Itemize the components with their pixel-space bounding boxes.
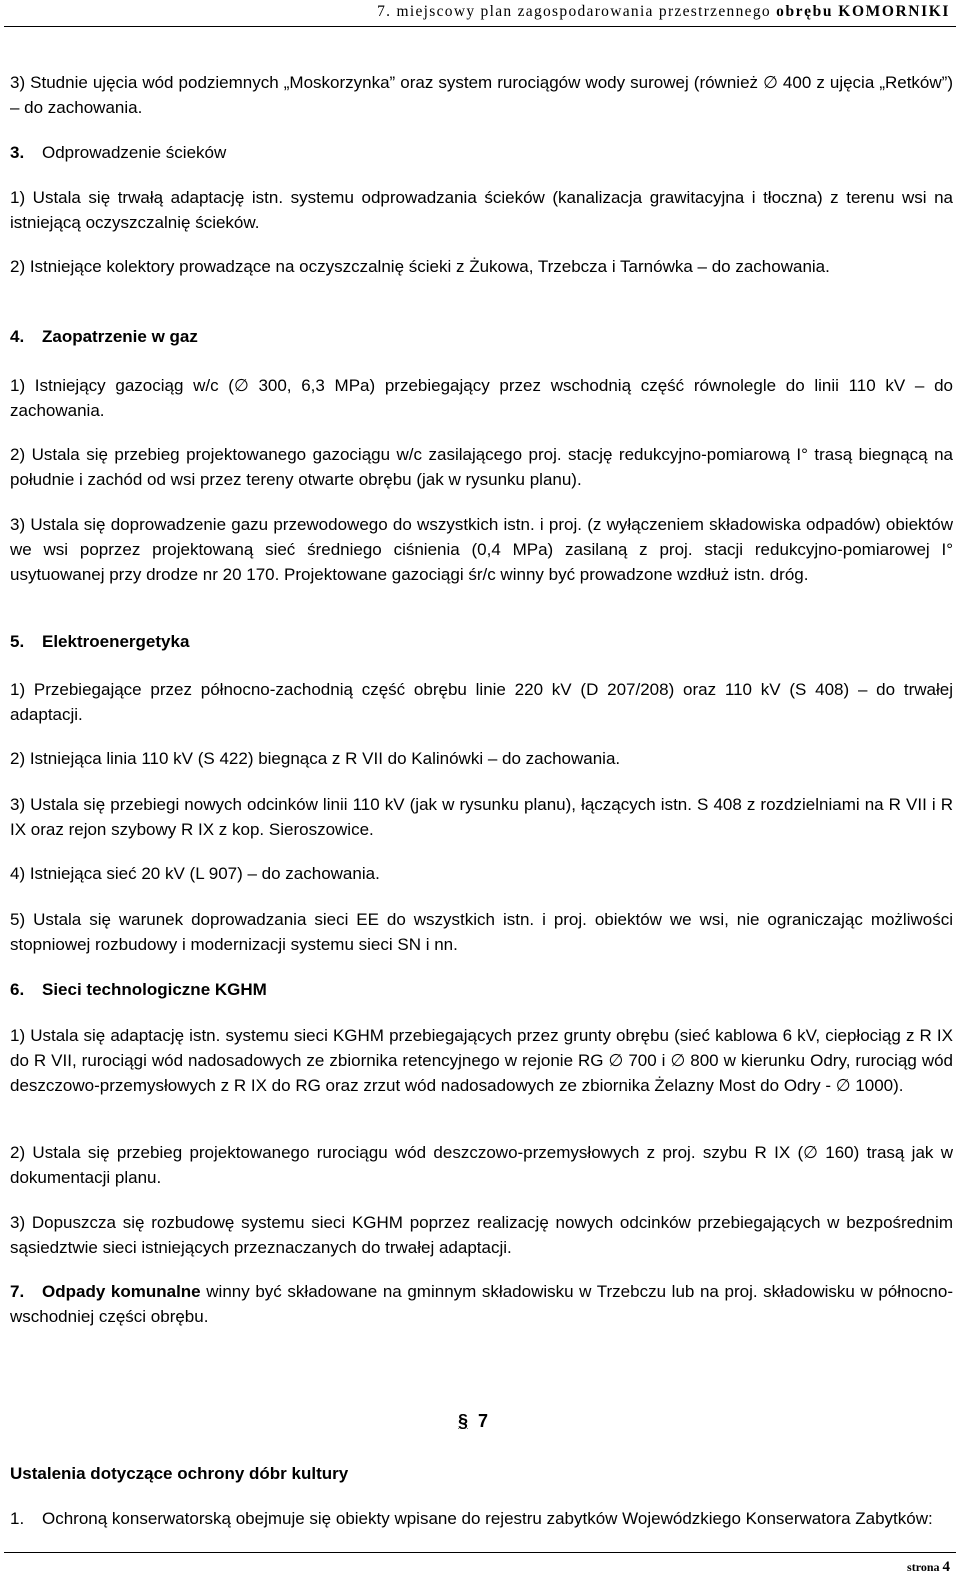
culture-paragraph-1-text: Ochroną konserwatorską obejmuje się obiekty wpisane do rejestru zabytków Wojewódzkiego Konserwatora Zabytków: <box>42 1509 933 1528</box>
heading-4-number: 4. <box>10 327 25 346</box>
paragraph-2-3: 3) Studnie ujęcia wód podziemnych „Moskorzynka” oraz system rurociągów wody surowej (również ∅ 400 z ujęcia „Retków”) – do zachowania. <box>10 73 953 117</box>
paragraph-6-2: 2) Ustala się przebieg projektowanego rurociągu wód deszczowo-przemysłowych z proj. szybu R IX (∅ 160) trasą jak w dokumentacji planu. <box>10 1143 953 1187</box>
paragraph-5-2: 2) Istniejąca linia 110 kV (S 422) biegnąca z R VII do Kalinówki – do zachowania. <box>10 749 621 768</box>
paragraph-6-3: 3) Dopuszcza się rozbudowę systemu sieci KGHM poprzez realizację nowych odcinków przebiegających w bezpośrednim sąsiedztwie sieci istniejących przeznaczanych do trwałej adaptacji. <box>10 1213 953 1257</box>
heading-6 <box>10 978 267 1002</box>
footer-rule <box>4 1552 956 1553</box>
paragraph-4-3: 3) Ustala się doprowadzenie gazu przewodowego do wszystkich istn. i proj. (z wyłączeniem składowiska odpadów) obiektów we wsi poprzez projektowaną sieć średniego ciśnienia (0,4 MPa) zasilaną z proj. stacji redukcyjno-pomiarowej I° usytuowanej przy drodze nr 20 170. Projektowane gazociągi śr/c winny być prowadzone wzdłuż istn. dróg. <box>10 515 953 584</box>
heading-4-title: Zaopatrzenie w gaz <box>42 327 198 346</box>
header-word-obrebu: obrębu <box>776 3 834 20</box>
paragraph-7-text: winny być składowane na gminnym składowisku w Trzebczu lub na proj. składowisku w północno-wschodniej części obrębu. <box>10 1282 954 1326</box>
paragraph-5-1: 1) Przebiegające przez północno-zachodnią część obrębu linie 220 kV (D 207/208) oraz 110 kV (S 408) – do trwałej adaptacji. <box>10 680 953 724</box>
page-footer <box>907 1559 950 1576</box>
paragraph-4-1: 1) Istniejący gazociąg w/c (∅ 300, 6,3 MPa) przebiegający przez wschodnią część równolegle do linii 110 kV – do zachowania. <box>10 376 953 420</box>
heading-5-title: Elektroenergetyka <box>42 632 190 651</box>
header-rule <box>4 26 956 27</box>
page-header <box>0 0 960 34</box>
paragraph-7-bold-lead: Odpady komunalne <box>42 1282 201 1301</box>
footer-page-number: 4 <box>942 1559 950 1575</box>
paragraph-6-1: 1) Ustala się adaptację istn. systemu sieci KGHM przebiegających przez grunty obrębu (sieć kablowa 6 kV, ciepłociąg z R IX do R VII, rurociągi wód nadosadowych ze zbiornika retencyjnego w rejonie RG ∅ 700 i ∅ 800 w kierunku Odry, rurociąg wód deszczowo-przemysłowych z R IX do RG oraz zrzut wód nadosadowych ze zbiornika Żelazny Most do Odry - ∅ 1000). <box>10 1026 953 1095</box>
header-place: KOMORNIKI <box>838 3 950 20</box>
paragraph-5-5: 5) Ustala się warunek doprowadzania sieci EE do wszystkich istn. i proj. obiektów we wsi, nie ograniczając możliwości stopniowej rozbudowy i modernizacji systemu sieci SN i nn. <box>10 910 953 954</box>
heading-3-number: 3. <box>10 143 25 162</box>
header-prefix: 7. miejscowy plan zagospodarowania przestrzennego <box>377 3 777 20</box>
section-sign: § <box>458 1411 469 1431</box>
culture-paragraph-1-number: 1. <box>10 1509 25 1528</box>
culture-heading: Ustalenia dotyczące ochrony dóbr kultury <box>10 1464 349 1483</box>
heading-3-title: Odprowadzenie ścieków <box>42 143 227 162</box>
footer-label: strona <box>907 1560 943 1574</box>
paragraph-7-number: 7. <box>10 1282 25 1301</box>
heading-6-title: Sieci technologiczne KGHM <box>42 980 267 999</box>
heading-5-number: 5. <box>10 632 25 651</box>
paragraph-4-2: 2) Ustala się przebieg projektowanego gazociągu w/c zasilającego proj. stację redukcyjno-pomiarową I° trasą biegnącą na południe i zachód od wsi przez tereny otwarte obrębu (jak w rysunku planu). <box>10 445 953 489</box>
paragraph-7 <box>10 1279 953 1329</box>
paragraph-3-2: 2) Istniejące kolektory prowadzące na oczyszczalnię ścieki z Żukowa, Trzebcza i Tarnówka – do zachowania. <box>10 257 830 276</box>
section-number: 7 <box>478 1411 489 1431</box>
section-marker <box>458 1411 488 1432</box>
heading-5 <box>10 630 189 654</box>
culture-paragraph-1 <box>10 1506 953 1531</box>
paragraph-5-4: 4) Istniejąca sieć 20 kV (L 907) – do zachowania. <box>10 864 380 883</box>
heading-3 <box>10 141 226 165</box>
heading-6-number: 6. <box>10 980 25 999</box>
header-title <box>377 3 950 21</box>
paragraph-5-3: 3) Ustala się przebiegi nowych odcinków linii 110 kV (jak w rysunku planu), łączących istn. S 408 z rozdzielniami na R VII i R IX oraz rejon szybowy R IX z kop. Sieroszowice. <box>10 795 953 839</box>
paragraph-3-1: 1) Ustala się trwałą adaptację istn. systemu odprowadzania ścieków (kanalizacja grawitacyjna i tłoczna) z terenu wsi na istniejącą oczyszczalnię ścieków. <box>10 188 953 232</box>
heading-4 <box>10 325 198 349</box>
